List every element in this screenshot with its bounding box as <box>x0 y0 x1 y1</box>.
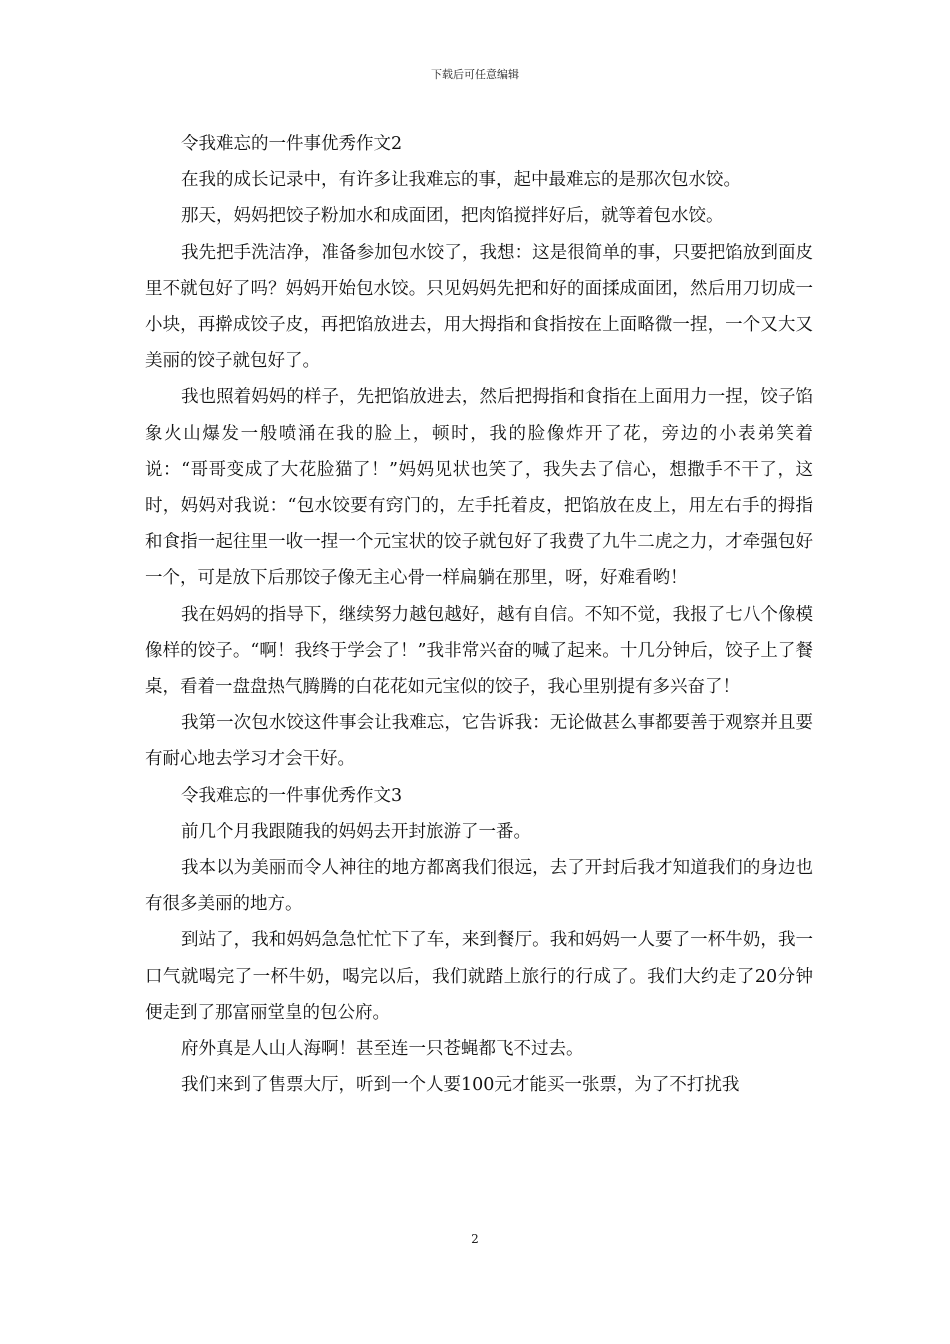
page-header: 下载后可任意编辑 <box>431 68 519 81</box>
paragraph: 那天，妈妈把饺子粉加水和成面团，把肉馅搅拌好后，就等着包水饺。 <box>181 206 724 227</box>
essay-title: 令我难忘的一件事优秀作文3 <box>181 785 403 806</box>
paragraph: 我先把手洗洁净，准备参加包水饺了，我想：这是很简单的事，只要把馅放到面皮里不就包好了吗？妈妈开始包水饺。只见妈妈先把和好的面揉成面团，然后用刀切成一小块，再擀成饺子皮，再把馅放进去，用大拇指和食指按在上面略微一捏，一个又大又美丽的饺子就包好了。 <box>145 242 813 372</box>
essay-title: 令我难忘的一件事优秀作文2 <box>181 134 403 154</box>
paragraph: 我第一次包水饺这件事会让我难忘，它告诉我：无论做甚么事都要善于观察并且要有耐心地去学习才会干好。 <box>145 713 813 770</box>
document-body <box>145 126 813 1103</box>
paragraph: 府外真是人山人海啊！甚至连一只苍蝇都飞不过去。 <box>181 1039 584 1060</box>
paragraph: 我本以为美丽而令人神往的地方都离我们很远，去了开封后我才知道我们的身边也有很多美丽的地方。 <box>145 858 813 915</box>
paragraph: 我们来到了售票大厅，听到一个人要100元才能买一张票，为了不打扰我 <box>181 1075 740 1096</box>
paragraph: 到站了，我和妈妈急急忙忙下了车，来到餐厅。我和妈妈一人要了一杯牛奶，我一口气就喝完了一杯牛奶，喝完以后，我们就踏上旅行的行成了。我们大约走了20分钟便走到了那富丽堂皇的包公府。 <box>145 930 813 1023</box>
paragraph: 在我的成长记录中，有许多让我难忘的事，起中最难忘的是那次包水饺。 <box>181 170 741 191</box>
page-number: 2 <box>471 1232 479 1246</box>
paragraph: 前几个月我跟随我的妈妈去开封旅游了一番。 <box>181 821 531 842</box>
paragraph: 我也照着妈妈的样子，先把馅放进去，然后把拇指和食指在上面用力一捏，饺子馅象火山爆发一般喷涌在我的脸上，顿时，我的脸像炸开了花，旁边的小表弟笑着说：“哥哥变成了大花脸猫了！”妈妈见状也笑了，我失去了信心，想撒手不干了，这时，妈妈对我说：“包水饺要有窍门的，左手托着皮，把馅放在皮上，用左右手的拇指和食指一起往里一收一捏一个元宝状的饺子就包好了我费了九牛二虎之力，才牵强包好一个，可是放下后那饺子像无主心骨一样扁躺在那里，呀，好难看哟！ <box>145 387 813 589</box>
paragraph: 我在妈妈的指导下，继续努力越包越好，越有自信。不知不觉，我报了七八个像模像样的饺子。“啊！我终于学会了！”我非常兴奋的喊了起来。十几分钟后，饺子上了餐桌，看着一盘盘热气腾腾的白花花如元宝似的饺子，我心里别提有多兴奋了！ <box>145 604 813 698</box>
